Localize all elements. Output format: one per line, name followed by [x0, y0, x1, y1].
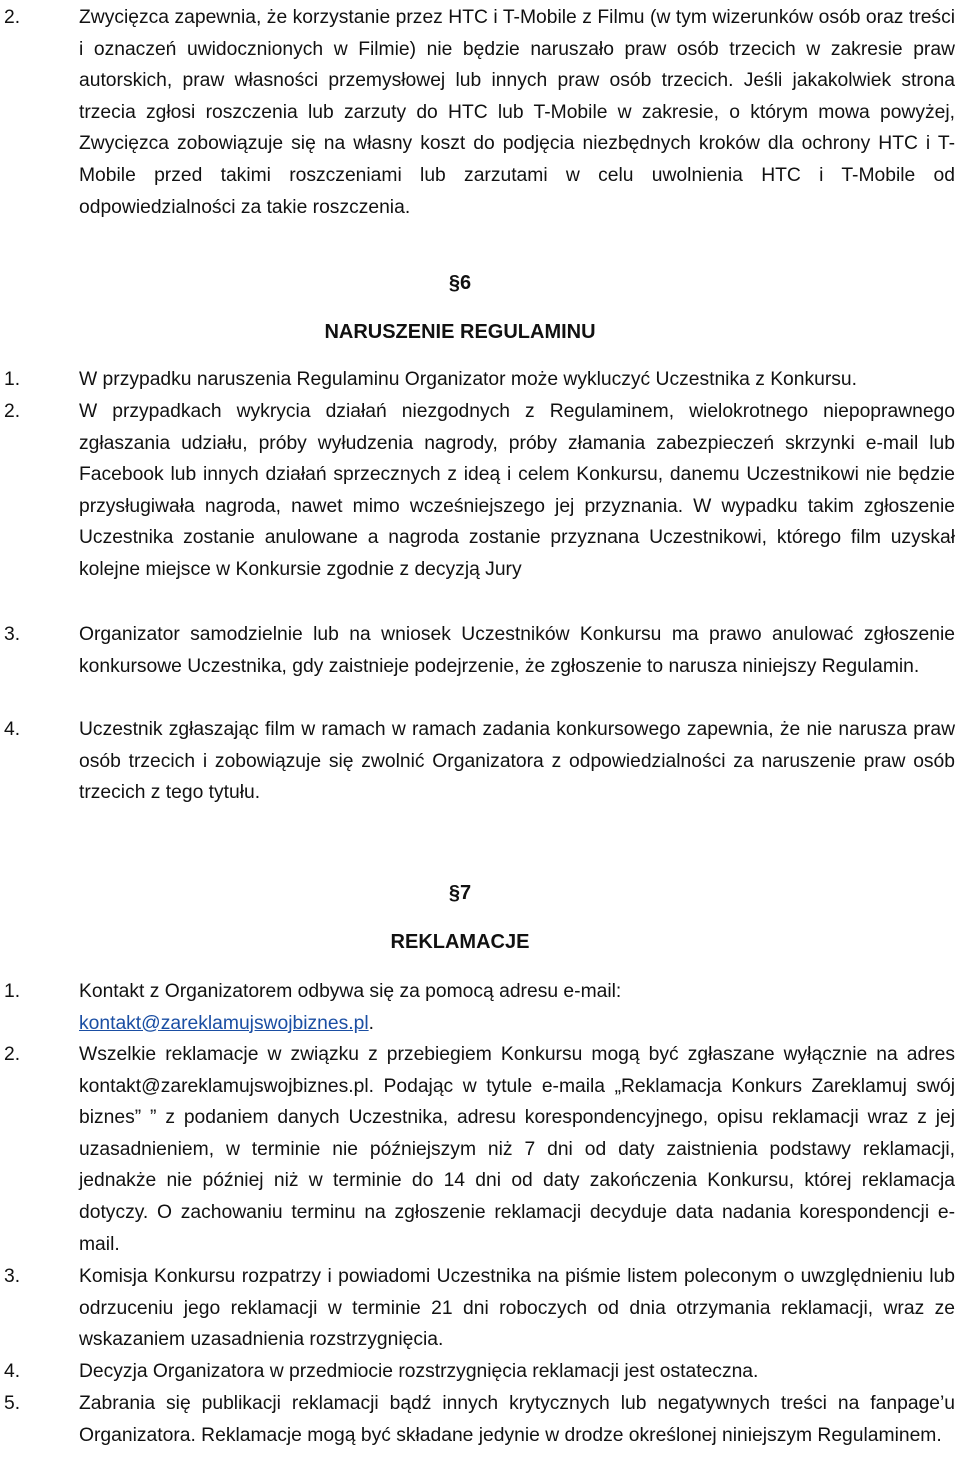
item-number: 1.: [4, 981, 21, 1002]
section-number: §6: [448, 272, 472, 294]
item-number: 2.: [4, 7, 21, 28]
item-number: 4.: [4, 719, 21, 740]
item-text: Kontakt z Organizatorem odbywa się za pomocą adresu e-mail:: [79, 981, 622, 1002]
item-number: 5.: [4, 1393, 21, 1414]
contact-email-link[interactable]: kontakt@zareklamujswojbiznes.pl: [79, 1012, 369, 1034]
item-number: 3.: [4, 624, 21, 645]
item-text: W przypadku naruszenia Regulaminu Organizator może wykluczyć Uczestnika z Konkursu.: [79, 369, 858, 390]
section-title: REKLAMACJE: [390, 931, 530, 953]
list-item: [0, 619, 960, 682]
list-item: [0, 976, 960, 1039]
item-text: Uczestnik zgłaszając film w ramach w ramach zadania konkursowego zapewnia, że nie narusza praw osób trzecich i zobowiązuje się zwolnić Organizatora z odpowiedzialności za naruszenie praw osób trzecich z tego tytułu.: [79, 719, 955, 804]
list-item: [0, 396, 960, 586]
item-text-suffix: .: [368, 1012, 374, 1034]
item-number: 2.: [4, 1044, 21, 1065]
list-item: [0, 1261, 960, 1356]
item-text: Decyzja Organizatora w przedmiocie rozstrzygnięcia reklamacji jest ostateczna.: [79, 1361, 759, 1382]
list-item: [0, 364, 960, 396]
item-text: Komisja Konkursu rozpatrzy i powiadomi Uczestnika na piśmie listem poleconym o uwzględnieniu lub odrzuceniu jego reklamacji w terminie 21 dni roboczych od dnia otrzymania reklamacji, wraz ze wskazaniem uzasadnienia rozstrzygnięcia.: [79, 1266, 955, 1351]
list-item: [0, 1039, 960, 1260]
item-number: 2.: [4, 401, 21, 422]
list-item: [0, 1388, 960, 1451]
list-item: [0, 1356, 960, 1388]
section-number: §7: [448, 882, 472, 904]
item-text: Wszelkie reklamacje w związku z przebiegiem Konkursu mogą być zgłaszane wyłącznie na adres kontakt@zareklamujswojbiznes.pl. Podając w tytule e-maila „Reklamacja Konkurs Zareklamuj swój biznes” ” z podaniem danych Uczestnika, adresu korespondencyjnego, opisu reklamacji wraz z jej uzasadnieniem, w terminie nie późniejszym niż 7 dni od daty zaistnienia podstawy reklamacji, jednakże nie później niż w terminie do 14 dni od daty zakończenia Konkursu, której reklamacja dotyczy. O zachowaniu terminu na zgłoszenie reklamacji decyduje data nadania korespondencji e-mail.: [79, 1044, 955, 1255]
item-text: Zabrania się publikacji reklamacji bądź innych krytycznych lub negatywnych treści na fanpage’u Organizatora. Reklamacje mogą być składane jedynie w drodze określonej niniejszym Regulaminem.: [79, 1393, 955, 1446]
list-item: [0, 714, 960, 809]
section-title: NARUSZENIE REGULAMINU: [324, 321, 596, 343]
item-text: Organizator samodzielnie lub na wniosek Uczestników Konkursu ma prawo anulować zgłoszenie konkursowe Uczestnika, gdy zaistnieje podejrzenie, że zgłoszenie to narusza niniejszy Regulamin.: [79, 624, 955, 677]
list-item: [0, 2, 960, 223]
item-text: W przypadkach wykrycia działań niezgodnych z Regulaminem, wielokrotnego niepoprawnego zgłaszania udziału, próby wyłudzenia nagrody, próby złamania zabezpieczeń skrzynki e-mail lub Facebook lub innych działań sprzecznych z ideą i celem Konkursu, danemu Uczestnikowi nie będzie przysługiwała nagroda, nawet mimo wcześniejszego jej przyznania. W wypadku takim zgłoszenie Uczestnika zostanie anulowane a nagroda zostanie przyznana Uczestnikowi, którego film uzyskał kolejne miejsce w Konkursie zgodnie z decyzją Jury: [79, 401, 955, 580]
item-number: 4.: [4, 1361, 21, 1382]
item-number: 1.: [4, 369, 21, 390]
item-text: Zwycięzca zapewnia, że korzystanie przez HTC i T-Mobile z Filmu (w tym wizerunków osób oraz treści i oznaczeń uwidocznionych w Filmie) nie będzie naruszało praw osób trzecich w zakresie praw autorskich, praw własności przemysłowej lub innych praw osób trzecich. Jeśli jakakolwiek strona trzecia zgłosi roszczenia lub zarzuty do HTC lub T-Mobile w zakresie, o którym mowa powyżej, Zwycięzca zobowiązuje się na własny koszt do podjęcia niezbędnych kroków dla ochrony HTC i T-Mobile przed takimi roszczeniami lub zarzutami w celu uwolnienia HTC i T-Mobile od odpowiedzialności za takie roszczenia.: [79, 7, 955, 218]
item-number: 3.: [4, 1266, 21, 1287]
